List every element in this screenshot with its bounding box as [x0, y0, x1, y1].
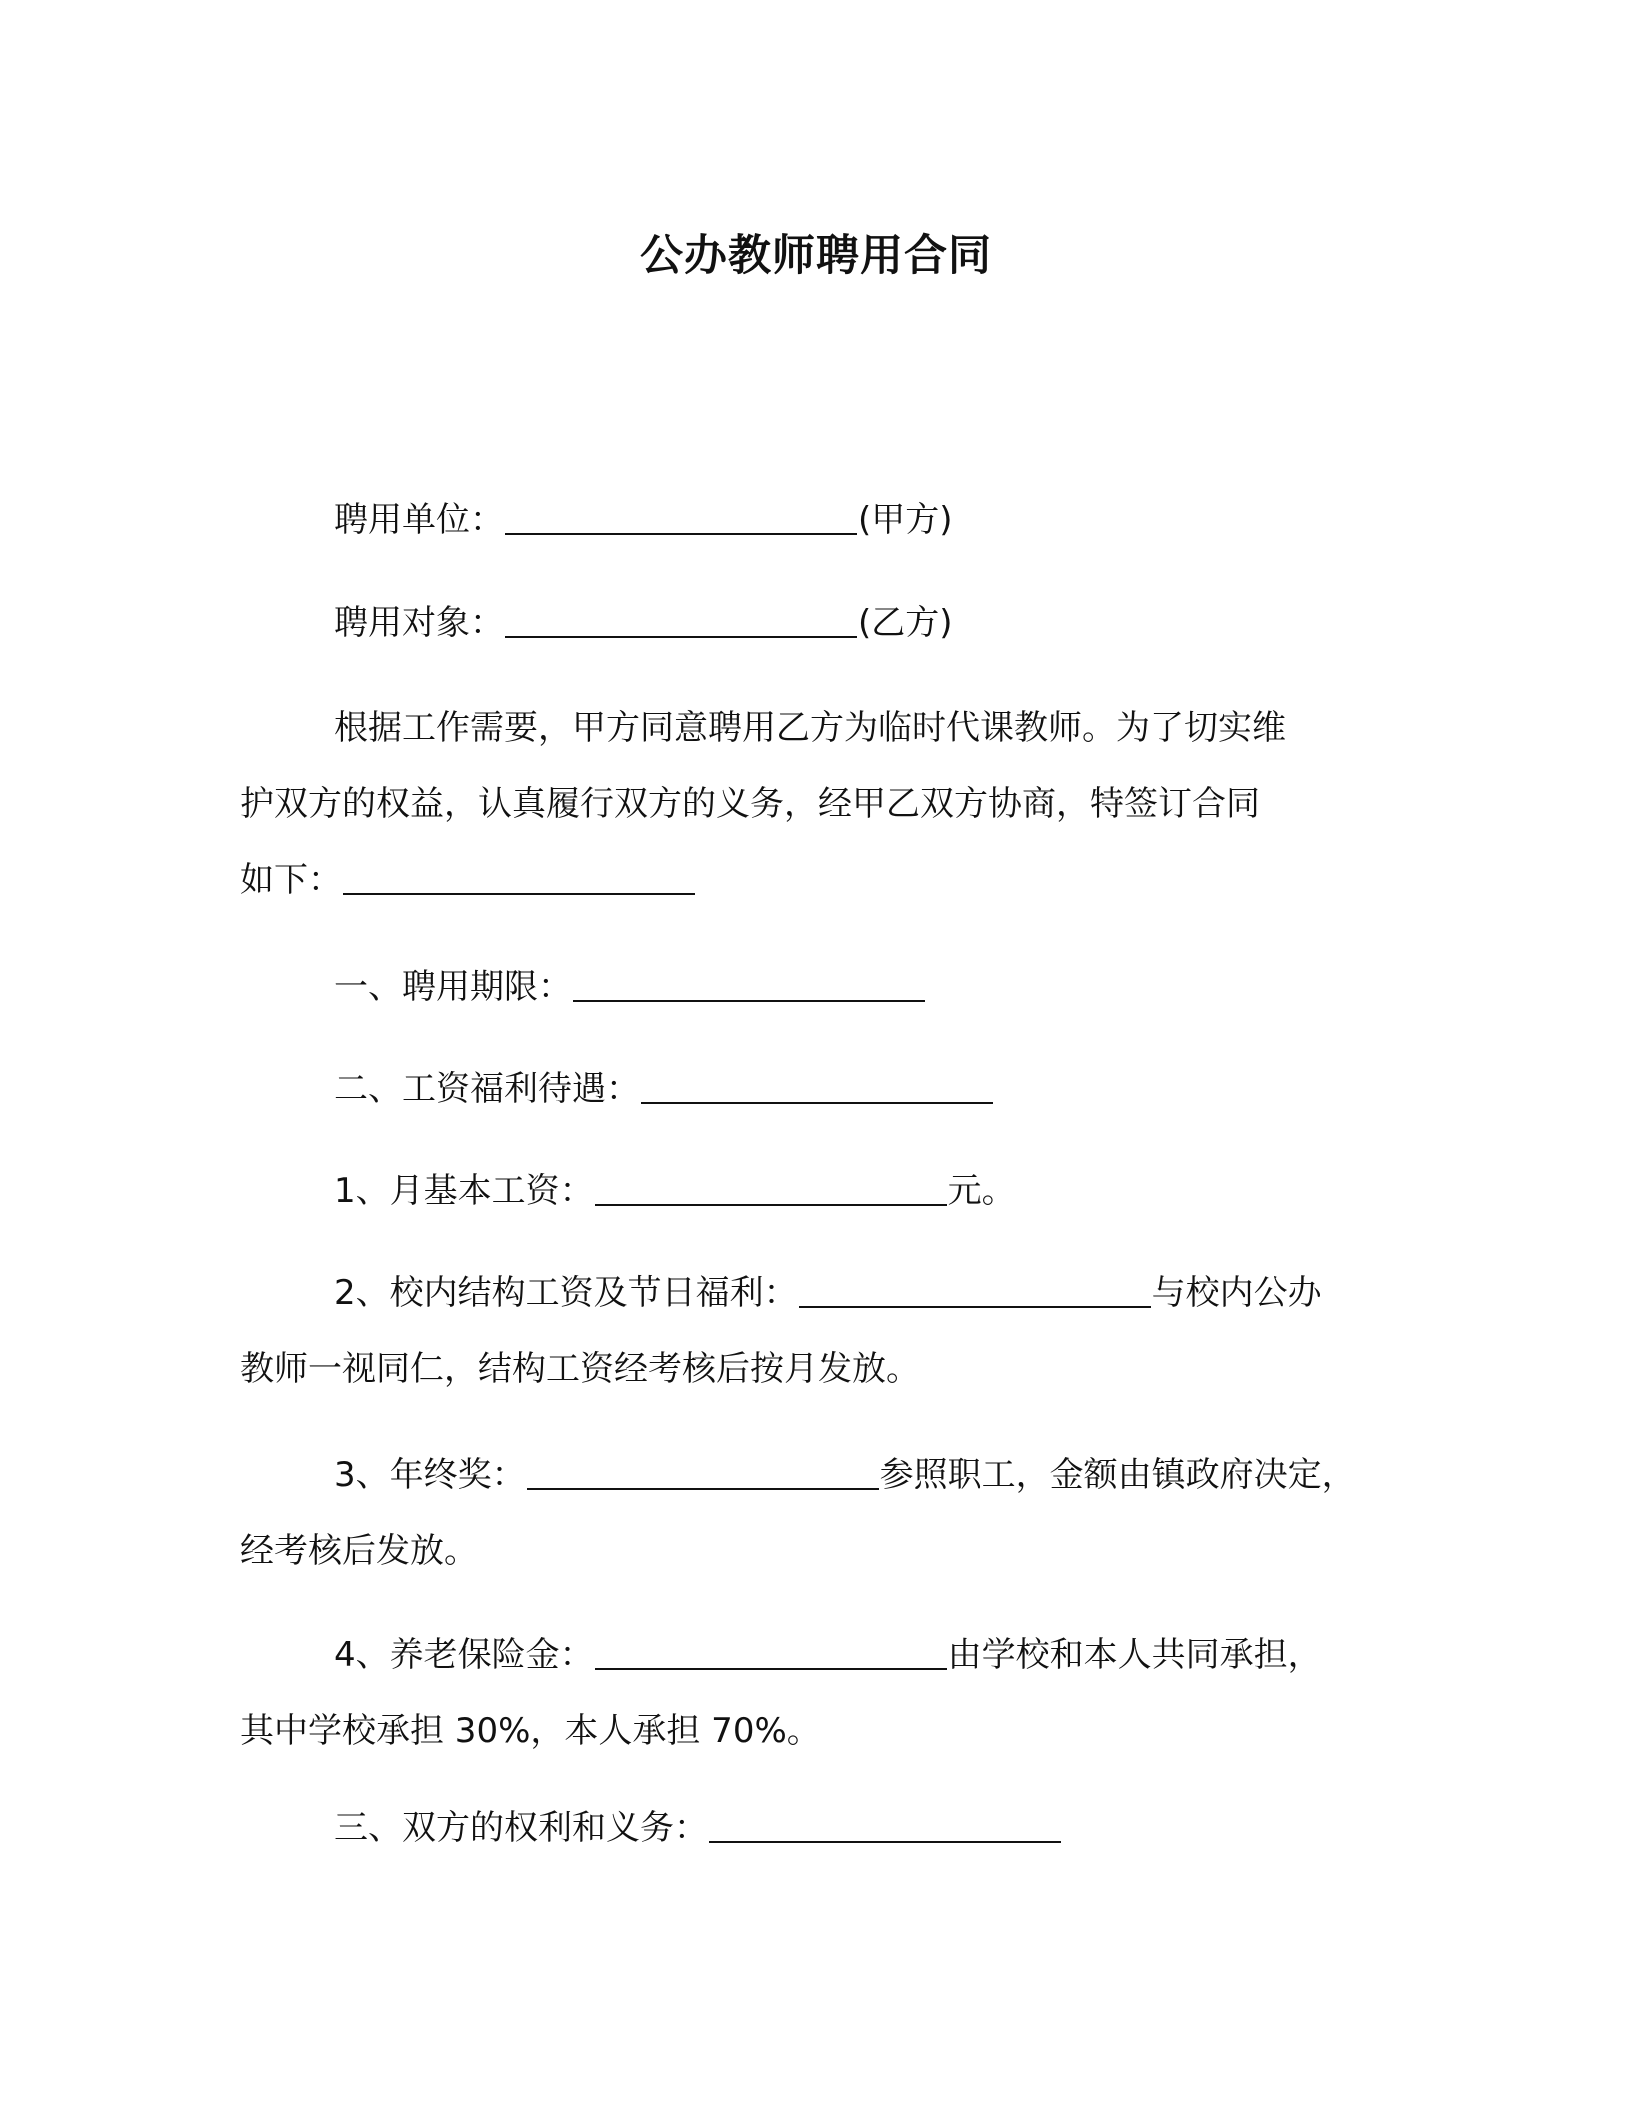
- section-2-line: [240, 1064, 1514, 1114]
- item-1-suffix: 元。: [947, 1171, 1016, 1211]
- item-2-label: 2、校内结构工资及节日福利：: [334, 1273, 798, 1313]
- item-3-line-1: [240, 1437, 1420, 1513]
- item-2-suffix: 与校内公办: [1151, 1273, 1322, 1313]
- employer-suffix: (甲方): [858, 500, 953, 540]
- employee-label: 聘用对象：: [334, 603, 504, 643]
- intro-line-2: 护双方的权益，认真履行双方的义务，经甲乙双方协商，特签订合同: [240, 784, 1260, 824]
- item-3-line-2: 经考核后发放。: [240, 1531, 478, 1571]
- item-2-line-1: [240, 1255, 1420, 1331]
- employer-line: [240, 495, 1514, 545]
- employer-label: 聘用单位：: [334, 500, 504, 540]
- item-4-paragraph: [240, 1617, 1420, 1769]
- intro-line-3-text: 如下：: [240, 860, 342, 900]
- item-4-suffix: 由学校和本人共同承担，: [947, 1635, 1322, 1675]
- item-3-label: 3、年终奖：: [334, 1455, 526, 1495]
- item-2-paragraph: [240, 1255, 1420, 1407]
- intro-blank[interactable]: [343, 863, 695, 895]
- section-2-label: 二、工资福利待遇：: [334, 1069, 640, 1109]
- section-3-label: 三、双方的权利和义务：: [334, 1808, 708, 1848]
- intro-paragraph: [240, 690, 1420, 918]
- item-4-line-2: 其中学校承担 30%，本人承担 70%。: [240, 1711, 821, 1751]
- item-4-blank[interactable]: [595, 1638, 947, 1670]
- item-3-suffix: 参照职工，金额由镇政府决定，: [879, 1455, 1356, 1495]
- item-3-blank[interactable]: [527, 1458, 879, 1490]
- item-4-label: 4、养老保险金：: [334, 1635, 594, 1675]
- item-2-blank[interactable]: [799, 1276, 1151, 1308]
- section-1-label: 一、聘用期限：: [334, 967, 572, 1007]
- section-3-blank[interactable]: [709, 1811, 1061, 1843]
- employee-line: [240, 598, 1514, 648]
- item-1-label: 1、月基本工资：: [334, 1171, 594, 1211]
- item-3-paragraph: [240, 1437, 1420, 1589]
- section-1-line: [240, 962, 1514, 1012]
- item-4-line-1: [240, 1617, 1420, 1693]
- item-1-blank[interactable]: [595, 1174, 947, 1206]
- section-3-line: [240, 1803, 1514, 1853]
- employee-blank[interactable]: [505, 606, 857, 638]
- intro-line-3: [240, 842, 1420, 918]
- document-title: 公办教师聘用合同: [640, 231, 992, 281]
- employer-blank[interactable]: [505, 503, 857, 535]
- employee-suffix: (乙方): [858, 603, 953, 643]
- item-1-line: [240, 1166, 1514, 1216]
- section-2-blank[interactable]: [641, 1072, 993, 1104]
- item-2-line-2: 教师一视同仁，结构工资经考核后按月发放。: [240, 1349, 920, 1389]
- section-1-blank[interactable]: [573, 970, 925, 1002]
- intro-line-1: 根据工作需要，甲方同意聘用乙方为临时代课教师。为了切实维: [334, 708, 1286, 748]
